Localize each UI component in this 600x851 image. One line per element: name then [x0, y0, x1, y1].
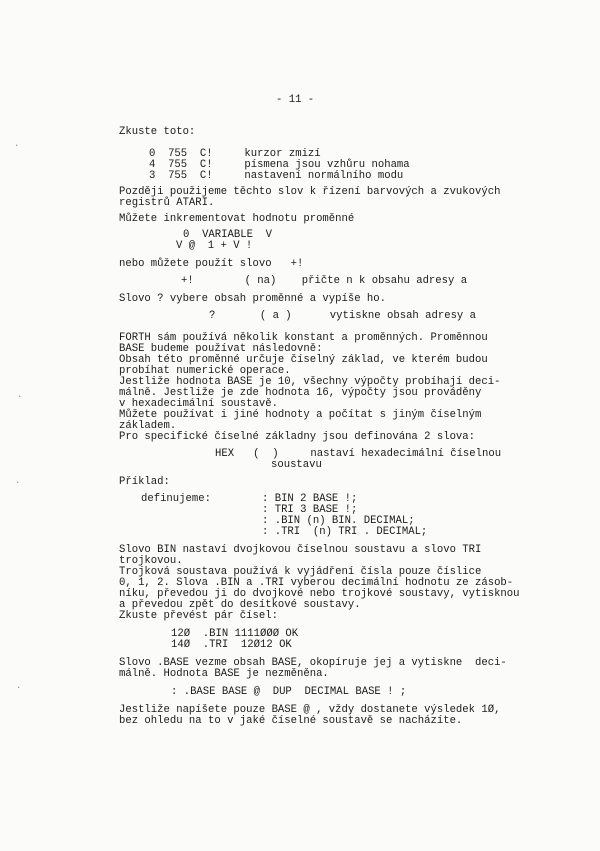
text-line: Později použijeme těchto slov k řízení barvových a zvukových [119, 186, 501, 198]
text-line: základem. [119, 420, 177, 432]
code-line: 3 755 C! nastavení normálního modu [149, 170, 404, 182]
scan-speck: · [15, 478, 21, 488]
text-line: Zkuste převést pár čísel: [119, 610, 278, 622]
code-line: ? ( a ) vytiskne obsah adresy a [209, 310, 477, 322]
code-line: 12Ø .BIN 1111ØØØ OK [171, 628, 299, 640]
text-line: a převedou zpět do desítkové soustavy. [119, 599, 361, 611]
text-line: málně. Hodnota BASE je nezměněna. [119, 668, 329, 680]
scan-speck: · [16, 683, 22, 693]
text-line: BASE budeme používat následovně: [119, 343, 323, 355]
code-line: soustavu [271, 459, 322, 471]
code-line: : .BIN (n) BIN. DECIMAL; [262, 515, 415, 527]
text-line: registrů ATARI. [119, 197, 215, 209]
text-line: Trojková soustava používá k vyjádření čísla pouze číslice [119, 566, 482, 578]
code-line: +! ( na) přičte n k obsahu adresy a [181, 275, 468, 287]
text-line: Jestliže hodnota BASE je 10, všechny výpočty probíhají deci- [119, 376, 501, 388]
code-line: : BIN 2 BASE !; [262, 493, 358, 505]
text-line: Příklad: [119, 476, 170, 488]
text-line: Slovo .BASE vezme obsah BASE, okopíruje jej a vytiskne deci- [119, 657, 507, 669]
text-line: Jestliže napíšete pouze BASE @ , vždy dostanete výsledek 1Ø, [119, 704, 501, 716]
page-number: - 11 - [276, 94, 315, 106]
text-line: trojkovou. [119, 555, 183, 567]
text-line: Slovo BIN nastaví dvojkovou číselnou soustavu a slovo TRI [119, 544, 482, 556]
text-line: Můžete inkrementovat hodnotu proměnné [119, 213, 355, 225]
text-line: v hexadecimální soustavě. [119, 398, 278, 410]
text-line: málně. Jestliže je zde hodnota 16, výpočty jsou prováděny [119, 387, 482, 399]
code-line: 0 VARIABLE V [183, 229, 273, 241]
text-line: bez ohledu na to v jaké číselné soustavě se nacházíte. [119, 715, 463, 727]
code-line: 0 755 C! kurzor zmizí [149, 148, 321, 160]
text-line: níku, převedou ji do dvojkové nebo trojkové soustavy, vytisknou [119, 588, 520, 600]
code-line: : .BASE BASE @ DUP DECIMAL BASE ! ; [171, 686, 407, 698]
text-line: Slovo ? vybere obsah proměnné a vypíše ho. [119, 293, 387, 305]
code-line: 4 755 C! písmena jsou vzhůru nohama [149, 159, 410, 171]
code-line: HEX ( ) nastaví hexadecimální číselnou [215, 448, 502, 460]
text-line: FORTH sám používá několik konstant a proměnných. Proměnnou [119, 332, 488, 344]
code-line: : .TRI (n) TRI . DECIMAL; [262, 526, 428, 538]
text-line: 0, 1, 2. Slova .BIN a .TRI vyberou decimální hodnotu ze zásob- [119, 577, 514, 589]
code-line: : TRI 3 BASE !; [262, 504, 358, 516]
text-line: nebo můžete použít slovo +! [119, 258, 304, 270]
text-line: Zkuste toto: [119, 126, 196, 138]
text-line: probíhat numerické operace. [119, 365, 291, 377]
scan-speck: · [17, 392, 23, 402]
text-line: definujeme: [141, 493, 211, 505]
text-line: Pro specifické číselné základny jsou definována 2 slova: [119, 431, 476, 443]
code-line: 14Ø .TRI 12Ø12 OK [171, 639, 292, 651]
scan-speck: · [14, 141, 20, 151]
code-line: V @ 1 + V ! [176, 240, 253, 252]
text-line: Obsah této proměnné určuje číselný základ, ve kterém budou [119, 354, 488, 366]
text-line: Můžete používat i jiné hodnoty a počítat s jiným číselným [119, 409, 482, 421]
